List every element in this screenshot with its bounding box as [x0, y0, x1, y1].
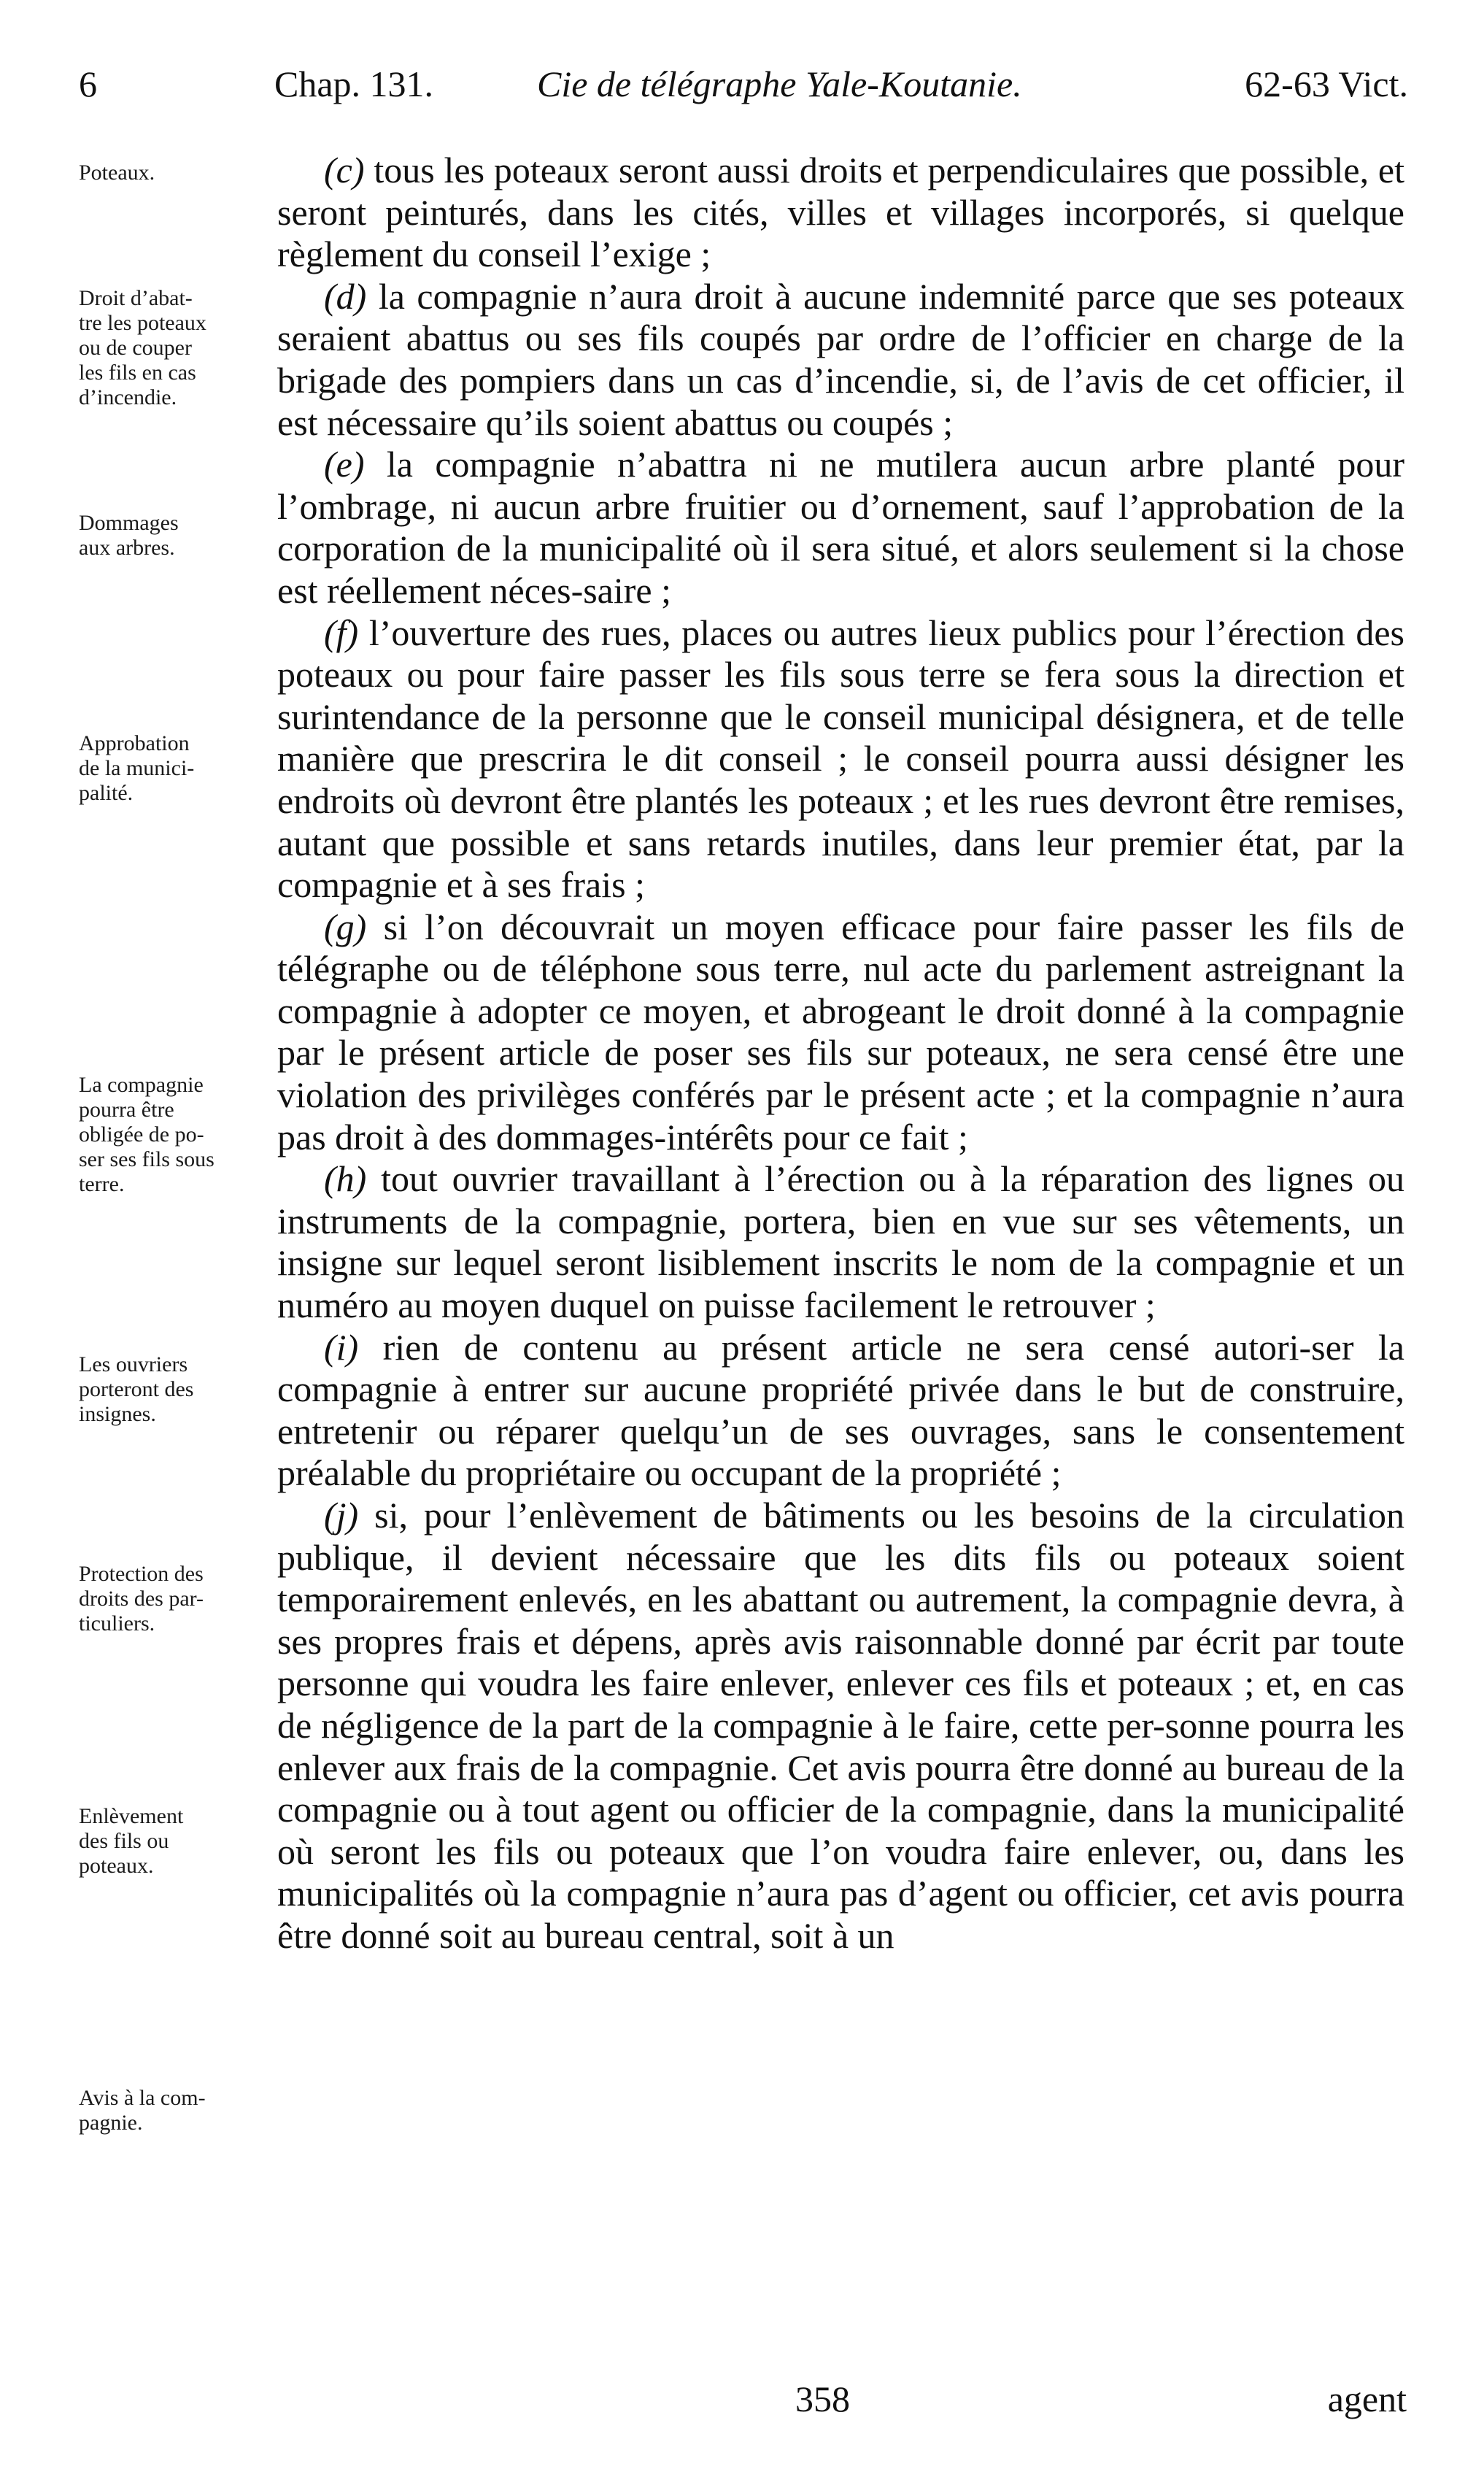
- clause-text: tout ouvrier travaillant à l’érection ou à la réparation des lignes ou instruments de la compagnie, portera, bien en vue sur ses vêtements, un insigne sur lequel seront lisiblement inscrits le nom de la compagnie et un numéro au moyen duquel on puisse facilement le retrouver ;: [277, 1158, 1405, 1326]
- marginal-note: Les ouvriers porteront des insignes.: [79, 1352, 194, 1426]
- clause-text: la compagnie n’aura droit à aucune indemnité parce que ses poteaux seraient abattus ou ses fils coupés par ordre de l’officier en charge de la brigade des pompiers dans un cas d’incendie, si, de l’avis de cet officier, il est nécessaire qu’ils soient abattus ou coupés ;: [277, 275, 1405, 443]
- clause-text: si l’on découvrait un moyen efficace pour faire passer les fils de télégraphe ou de téléphone sous terre, nul acte du parlement astreignant la compagnie à adopter ce moyen, et abrogeant le droit donné à la compagnie par le présent article de poser ses fils sur poteaux, ne sera censé être une violation des privilèges conférés par le présent acte ; et la compagnie n’aura pas droit à des dommages-intérêts pour ce fait ;: [277, 906, 1405, 1157]
- clause-mark: (i): [324, 1326, 359, 1368]
- paragraph-f: [277, 612, 1404, 906]
- header-chapter: Chap. 131.: [274, 63, 434, 104]
- page-footer: [0, 2373, 1484, 2424]
- clause-text: tous les poteaux seront aussi droits et perpendiculaires que possible, et seront peinturés, dans les cités, villes et villages incorporés, si quelque règlement du conseil l’exige ;: [277, 150, 1404, 275]
- paragraph-d: [277, 276, 1404, 444]
- clause-text: rien de contenu au présent article ne sera censé autori-ser la compagnie à entrer sur aucune propriété privée dans le but de construire, entretenir ou réparer quelqu’un de ses ouvrages, sans le consentement préalable du propriétaire ou occupant de la propriété ;: [277, 1326, 1404, 1494]
- marginal-notes: [79, 146, 276, 2335]
- paragraph-g: [277, 906, 1404, 1159]
- paragraph-i: [277, 1327, 1404, 1495]
- clause-mark: (f): [324, 612, 359, 653]
- marginal-note: Protection des droits des par- ticuliers.: [79, 1562, 204, 1636]
- clause-text: si, pour l’enlèvement de bâtiments ou les besoins de la circulation publique, il devient nécessaire que les dits fils ou poteaux soient temporairement enlevés, en les abattant ou autrement, la compagnie devra, à ses propres frais et dépens, après avis raisonnable donné par écrit par toute personne qui voudra les faire enlever, enlever ces fils et poteaux ; et, en cas de négligence de la part de la compagnie à le faire, cette per-sonne pourra les enlever aux frais de la compagnie. Cet avis pourra être donné au bureau de la compagnie ou à tout agent ou officier de la compagnie, dans la municipalité où seront les fils ou poteaux que l’on voudra faire enlever, ou, dans les municipalités où la compagnie n’aura pas d’agent ou officier, cet avis pourra être donné soit au bureau central, soit à un: [277, 1495, 1405, 1956]
- marginal-note: Approbation de la munici- palité.: [79, 731, 195, 805]
- body-text: [277, 150, 1404, 2303]
- clause-text: la compagnie n’abattra ni ne mutilera aucun arbre planté pour l’ombrage, ni aucun arbre fruitier ou d’ornement, sauf l’approbation de la corporation de la municipalité où il sera situé, et alors seulement si la chose est réellement néces-saire ;: [277, 444, 1405, 611]
- marginal-note: Enlèvement des fils ou poteaux.: [79, 1804, 184, 1878]
- marginal-note: Dommages aux arbres.: [79, 511, 179, 560]
- header-regnal-year: 62-63 Vict.: [1245, 63, 1408, 104]
- marginal-note: Droit d’abat- tre les poteaux ou de couper les fils en cas d’incendie.: [79, 286, 206, 409]
- marginal-note: Poteaux.: [79, 161, 155, 185]
- footer-page-number: 358: [795, 2378, 850, 2419]
- clause-mark: (g): [324, 906, 367, 947]
- marginal-note: La compagnie pourra être obligée de po- ser ses fils sous terre.: [79, 1073, 215, 1196]
- header-title: Cie de télégraphe Yale-Koutanie.: [537, 63, 1022, 104]
- paragraph-h: [277, 1158, 1404, 1326]
- clause-text: l’ouverture des rues, places ou autres lieux publics pour l’érection des poteaux ou pour faire passer les fils sous terre se fera sous la direction et surintendance de la personne que le conseil municipal désignera, et de telle manière que prescrira le dit conseil ; le conseil pourra aussi désigner les endroits où devront être plantés les poteaux ; et les rues devront être remises, autant que possible et sans retards inutiles, dans leur premier état, par la compagnie et à ses frais ;: [277, 612, 1404, 906]
- clause-mark: (e): [324, 444, 365, 485]
- paragraph-c: [277, 150, 1404, 276]
- marginal-note: Avis à la com- pagnie.: [79, 2086, 206, 2135]
- catchword: agent: [1327, 2378, 1407, 2419]
- paragraph-e: [277, 444, 1404, 612]
- header-page-number: 6: [79, 63, 97, 104]
- clause-mark: (h): [324, 1158, 367, 1200]
- clause-mark: (d): [324, 275, 367, 317]
- paragraph-j: [277, 1495, 1404, 1957]
- clause-mark: (j): [324, 1495, 359, 1536]
- running-header: [79, 51, 1408, 117]
- clause-mark: (c): [324, 150, 365, 190]
